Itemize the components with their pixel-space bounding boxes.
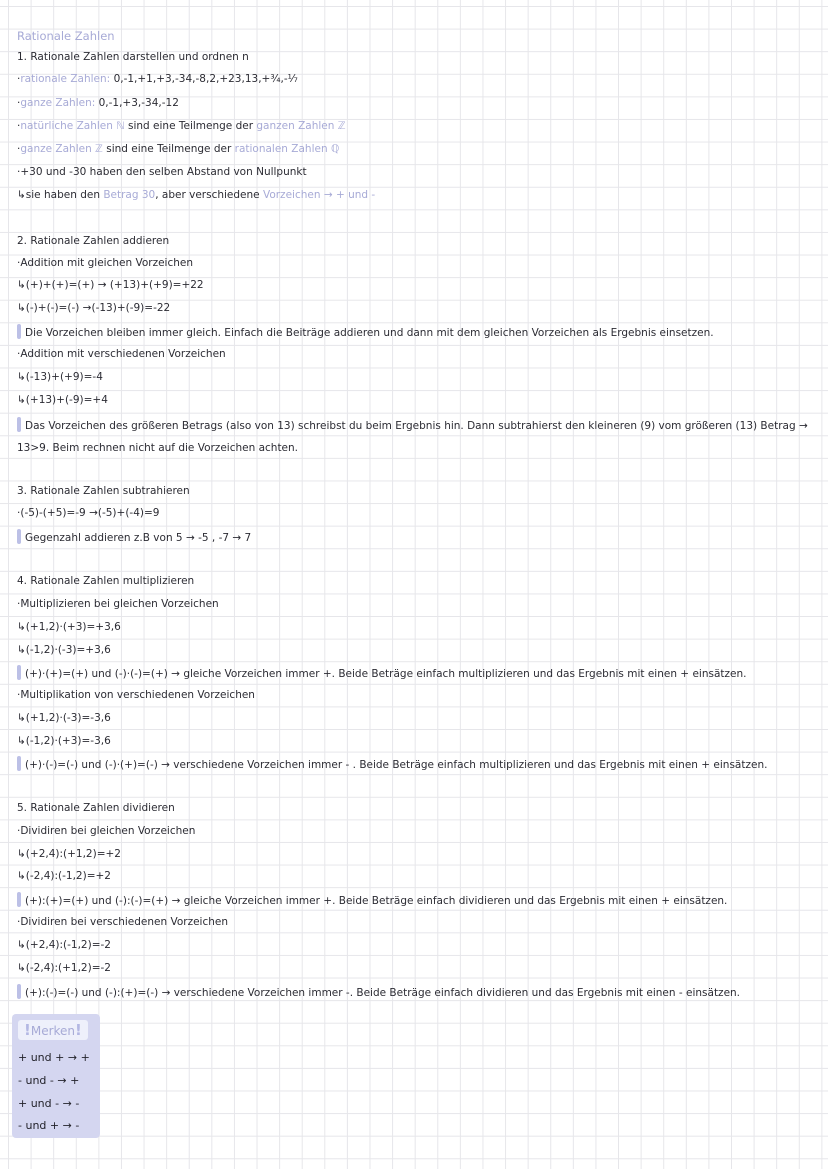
natural-numbers-term: natürliche Zahlen ℕ	[20, 120, 125, 132]
section2-sub2: ·Addition mit verschiedenen Vorzeichen	[17, 348, 226, 360]
section5-ex2: ↳(-2,4):(-1,2)=+2	[17, 870, 111, 882]
section2-ex4: ↳(+13)+(-9)=+4	[17, 394, 108, 406]
section5-heading: 5. Rationale Zahlen dividieren	[17, 802, 175, 814]
merken-title	[18, 1020, 88, 1040]
section4-ex3: ↳(+1,2)·(-3)=-3,6	[17, 712, 111, 724]
section5-sub1-text: Dividiren bei gleichen Vorzeichen	[20, 825, 196, 837]
section1-line3: ·natürliche Zahlen ℕ sind eine Teilmenge der ganzen Zahlen ℤ	[17, 120, 346, 132]
rationals-term: rationalen Zahlen ℚ	[234, 143, 340, 155]
section4-note2	[17, 756, 817, 772]
section1-line6	[17, 188, 817, 202]
section4-sub1-text: Multiplizieren bei gleichen Vorzeichen	[20, 598, 219, 610]
integers-term-2: ganze Zahlen ℤ	[20, 143, 103, 155]
section4-note2-text: (+)·(-)=(-) und (-)·(+)=(-) → verschiedene Vorzeichen immer - . Beide Beträge einfach multiplizieren und das Ergebnis mit einen + einsätzen.	[25, 759, 768, 771]
exclamation-icon	[17, 756, 21, 771]
rational-values: 0,-1,+1,+3,-34,-8,2,+23,13,+¾,-⅐	[113, 73, 298, 85]
section3-ex1-text: (-5)-(+5)=-9 →(-5)+(-4)=9	[20, 507, 160, 519]
merken-box	[12, 1014, 100, 1138]
exclamation-icon	[17, 417, 21, 432]
merken-row: + und + → +	[18, 1051, 90, 1064]
section5-note2-text: (+):(-)=(-) und (-):(+)=(-) → verschiedene Vorzeichen immer -. Beide Beträge einfach dividieren und das Ergebnis mit einen - einsätzen.	[25, 987, 741, 999]
section4-note1-text: (+)·(+)=(+) und (-)·(-)=(+) → gleiche Vorzeichen immer +. Beide Beträge einfach multiplizieren und das Ergebnis mit einen + einsätzen.	[25, 668, 747, 680]
section4-sub2-text: Multiplikation von verschiedenen Vorzeichen	[20, 689, 255, 701]
section4-sub2: ·Multiplikation von verschiedenen Vorzeichen	[17, 689, 255, 701]
ganze-label: ganze Zahlen:	[20, 97, 96, 109]
section5-note1	[17, 892, 817, 908]
section5-ex1: ↳(+2,4):(+1,2)=+2	[17, 848, 121, 860]
section5-sub2-text: Dividiren bei verschiedenen Vorzeichen	[20, 916, 229, 928]
exclamation-icon	[17, 529, 21, 544]
section5-sub2: ·Dividiren bei verschiedenen Vorzeichen	[17, 916, 229, 928]
section1-line4: ·ganze Zahlen ℤ sind eine Teilmenge der rationalen Zahlen ℚ	[17, 143, 340, 155]
vorzeichen-term: Vorzeichen → + und -	[262, 189, 376, 201]
section1-ganze-line: ·ganze Zahlen: 0,-1,+3,-34,-12	[17, 97, 179, 109]
distance-text: +30 und -30 haben den selben Abstand von Nullpunkt	[20, 166, 307, 178]
section2-note1	[17, 324, 817, 340]
exclamation-icon: !	[24, 1021, 31, 1039]
section5-ex4: ↳(-2,4):(+1,2)=-2	[17, 962, 111, 974]
integers-term: ganzen Zahlen ℤ	[256, 120, 346, 132]
section2-sub1-text: Addition mit gleichen Vorzeichen	[20, 257, 194, 269]
section1-heading: 1. Rationale Zahlen darstellen und ordnen n	[17, 51, 249, 63]
exclamation-icon	[17, 892, 21, 907]
section3-ex1: ·(-5)-(+5)=-9 →(-5)+(-4)=9	[17, 507, 160, 519]
section3-note-text: Gegenzahl addieren z.B von 5 → -5 , -7 → 7	[25, 532, 252, 544]
betrag-term: Betrag 30	[103, 189, 156, 201]
section4-ex4: ↳(-1,2)·(+3)=-3,6	[17, 735, 111, 747]
section3-heading: 3. Rationale Zahlen subtrahieren	[17, 485, 190, 497]
section4-sub1: ·Multiplizieren bei gleichen Vorzeichen	[17, 598, 219, 610]
section2-ex3: ↳(-13)+(+9)=-4	[17, 371, 103, 383]
section1-line5: ·+30 und -30 haben den selben Abstand von Nullpunkt	[17, 166, 307, 178]
section2-note2-text: Das Vorzeichen des größeren Betrags (also von 13) schreibst du beim Ergebnis hin. Dann subtrahierst den kleineren (9) vom größeren (13) Betrag → 13>9. Beim rechnen nicht auf die Vorzeichen achten.	[17, 420, 808, 454]
exclamation-icon: !	[75, 1021, 82, 1039]
section5-note2	[17, 984, 817, 1000]
subset-text: sind eine Teilmenge der	[124, 120, 257, 132]
ganze-values: 0,-1,+3,-34,-12	[98, 97, 179, 109]
section4-ex2: ↳(-1,2)·(-3)=+3,6	[17, 644, 111, 656]
betrag-mid: , aber verschiedene	[155, 189, 263, 201]
merken-row: + und - → -	[18, 1097, 80, 1110]
merken-row: - und - → +	[18, 1074, 80, 1087]
section2-ex2: ↳(-)+(-)=(-) →(-13)+(-9)=-22	[17, 302, 171, 314]
merken-title-text: Merken	[30, 1024, 76, 1038]
section2-heading: 2. Rationale Zahlen addieren	[17, 235, 170, 247]
subset-text-2: sind eine Teilmenge der	[102, 143, 235, 155]
exclamation-icon	[17, 984, 21, 999]
section3-note	[17, 529, 817, 545]
section4-heading: 4. Rationale Zahlen multiplizieren	[17, 575, 195, 587]
section5-note1-text: (+):(+)=(+) und (-):(-)=(+) → gleiche Vorzeichen immer +. Beide Beträge einfach dividieren und das Ergebnis mit einen + einsätzen.	[25, 895, 728, 907]
section2-note1-text: Die Vorzeichen bleiben immer gleich. Einfach die Beiträge addieren und dann mit dem gleichen Vorzeichen als Ergebnis einsetzen.	[25, 327, 714, 339]
section2-sub2-text: Addition mit verschiedenen Vorzeichen	[20, 348, 226, 360]
page-title: Rationale Zahlen	[17, 29, 115, 43]
section5-sub1: ·Dividiren bei gleichen Vorzeichen	[17, 825, 196, 837]
rational-label: rationale Zahlen:	[20, 73, 111, 85]
exclamation-icon	[17, 324, 21, 339]
section5-ex3: ↳(+2,4):(-1,2)=-2	[17, 939, 111, 951]
section2-ex1: ↳(+)+(+)=(+) → (+13)+(+9)=+22	[17, 279, 204, 291]
section1-rational-line: ·rationale Zahlen: 0,-1,+1,+3,-34,-8,2,+23,13,+¾,-⅐	[17, 73, 298, 85]
section2-note2	[17, 415, 812, 459]
section4-note1	[17, 665, 817, 681]
exclamation-icon	[17, 665, 21, 680]
betrag-intro: ↳sie haben den	[17, 189, 104, 201]
section2-sub1: ·Addition mit gleichen Vorzeichen	[17, 257, 194, 269]
merken-row: - und + → -	[18, 1119, 80, 1132]
section4-ex1: ↳(+1,2)·(+3)=+3,6	[17, 621, 121, 633]
